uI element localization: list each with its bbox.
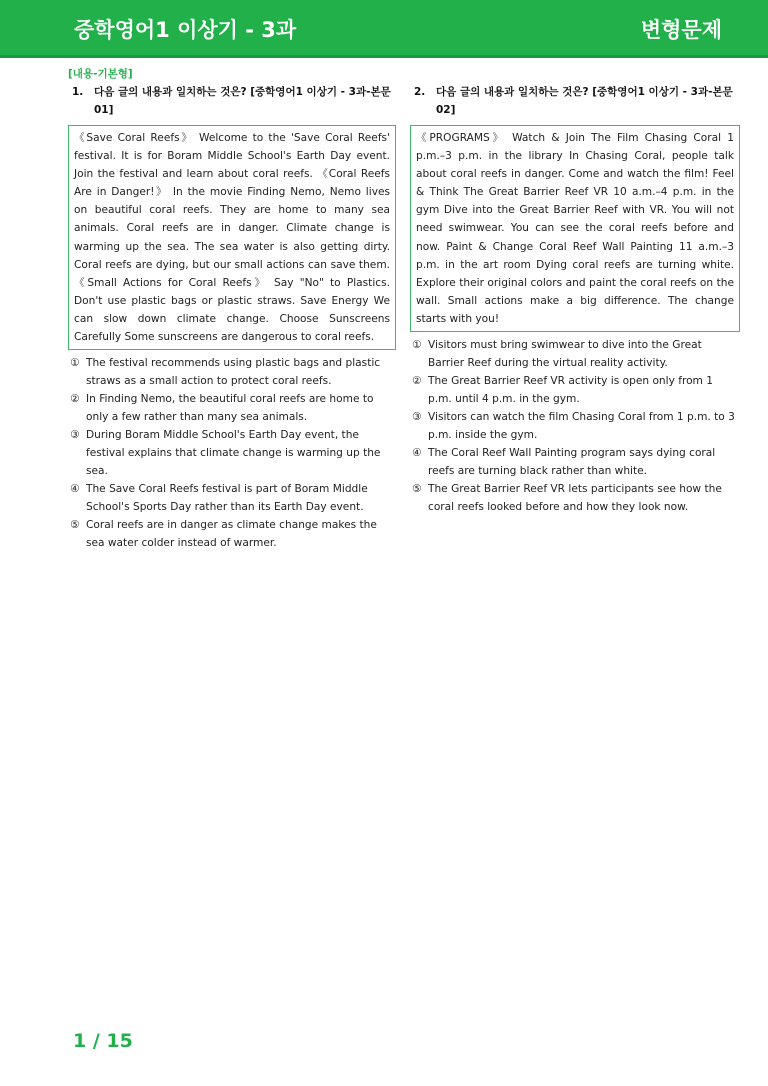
option-text: In Finding Nemo, the beautiful coral reefs are home to only a few rather than many sea animals. [86,393,374,424]
answer-option[interactable] [68,480,396,516]
option-marker: ⑤ [70,519,80,532]
answer-options [410,336,740,516]
question-column-left [68,66,396,552]
option-marker: ② [412,375,422,388]
option-text: The festival recommends using plastic bags and plastic straws as a small action to protect coral reefs. [86,357,381,388]
option-text: During Boram Middle School's Earth Day event, the festival explains that climate change is warming up the sea. [86,429,381,478]
option-text: The Great Barrier Reef VR lets participants see how the coral reefs looked before and how they look now. [428,483,722,514]
answer-options [68,354,396,552]
page-header [0,0,768,58]
option-text: Visitors must bring swimwear to dive into the Great Barrier Reef during the virtual reality activity. [428,339,702,370]
answer-option[interactable] [68,390,396,426]
option-marker: ① [412,339,422,352]
answer-option[interactable] [68,354,396,390]
option-text: Visitors can watch the film Chasing Coral from 1 p.m. to 3 p.m. inside the gym. [428,411,735,442]
question-text: 다음 글의 내용과 일치하는 것은? [중학영어1 이상기 - 3과-본문 01] [94,86,391,116]
option-text: The Coral Reef Wall Painting program says dying coral reefs are turning black rather than white. [428,447,716,478]
option-marker: ① [70,357,80,370]
option-marker: ③ [412,411,422,424]
option-marker: ④ [70,483,80,496]
option-marker: ④ [412,447,422,460]
answer-option[interactable] [410,336,740,372]
option-text: Coral reefs are in danger as climate change makes the sea water colder instead of warmer. [86,519,377,550]
option-marker: ② [70,393,80,406]
answer-option[interactable] [410,480,740,516]
question-number: 1. [72,86,84,98]
answer-option[interactable] [410,372,740,408]
passage-box: 《PROGRAMS》 Watch & Join The Film Chasing Coral 1 p.m.–3 p.m. in the library In Chasing Coral, people talk about coral reefs in danger. Come and watch the film! Feel & Think The Great Barrier Reef VR 10 a.m.–4 p.m. in the gym Dive into the Great Barrier Reef with VR. You will not need swimwear. You can see the coral reefs before and now. Paint & Change Coral Reef Wall Painting 11 a.m.–3 p.m. in the art room Dying coral reefs are turning white. Explore their original colors and paint the coral reefs on the wall. Small actions make a big difference. The change starts with you! [410,125,740,332]
passage-box: 《Save Coral Reefs》 Welcome to the 'Save Coral Reefs' festival. It is for Boram Middle School's Earth Day event. Join the festival and learn about coral reefs. 《Coral Reefs Are in Danger!》 In the movie Finding Nemo, Nemo lives on beautiful coral reefs. They are home to many sea animals. Coral reefs are in danger. Climate change is warming up the sea. The sea water is also getting dirty. Coral reefs are dying, but our small actions can save them. 《Small Actions for Coral Reefs》 Say "No" to Plastics. Don't use plastic bags or plastic straws. Save Energy We can slow down climate change. Choose Sunscreens Carefully Some sunscreens are dangerous to coral reefs. [68,125,396,350]
option-text: The Great Barrier Reef VR activity is open only from 1 p.m. until 4 p.m. in the gym. [428,375,713,406]
header-category: 변형문제 [640,18,722,42]
section-tag: [내용-기본형] [68,68,133,80]
question-1 [68,83,396,119]
answer-option[interactable] [68,516,396,552]
option-marker: ③ [70,429,80,442]
answer-option[interactable] [410,408,740,444]
option-text: The Save Coral Reefs festival is part of Boram Middle School's Sports Day rather than its Earth Day event. [86,483,368,514]
question-2 [410,83,740,119]
page-number: 1 / 15 [73,1030,133,1052]
answer-option[interactable] [68,426,396,480]
question-text: 다음 글의 내용과 일치하는 것은? [중학영어1 이상기 - 3과-본문 02] [436,86,733,116]
column-spacer [410,66,740,82]
question-column-right [410,66,740,516]
question-number: 2. [414,86,426,98]
header-title: 중학영어1 이상기 - 3과 [74,18,297,42]
answer-option[interactable] [410,444,740,480]
option-marker: ⑤ [412,483,422,496]
